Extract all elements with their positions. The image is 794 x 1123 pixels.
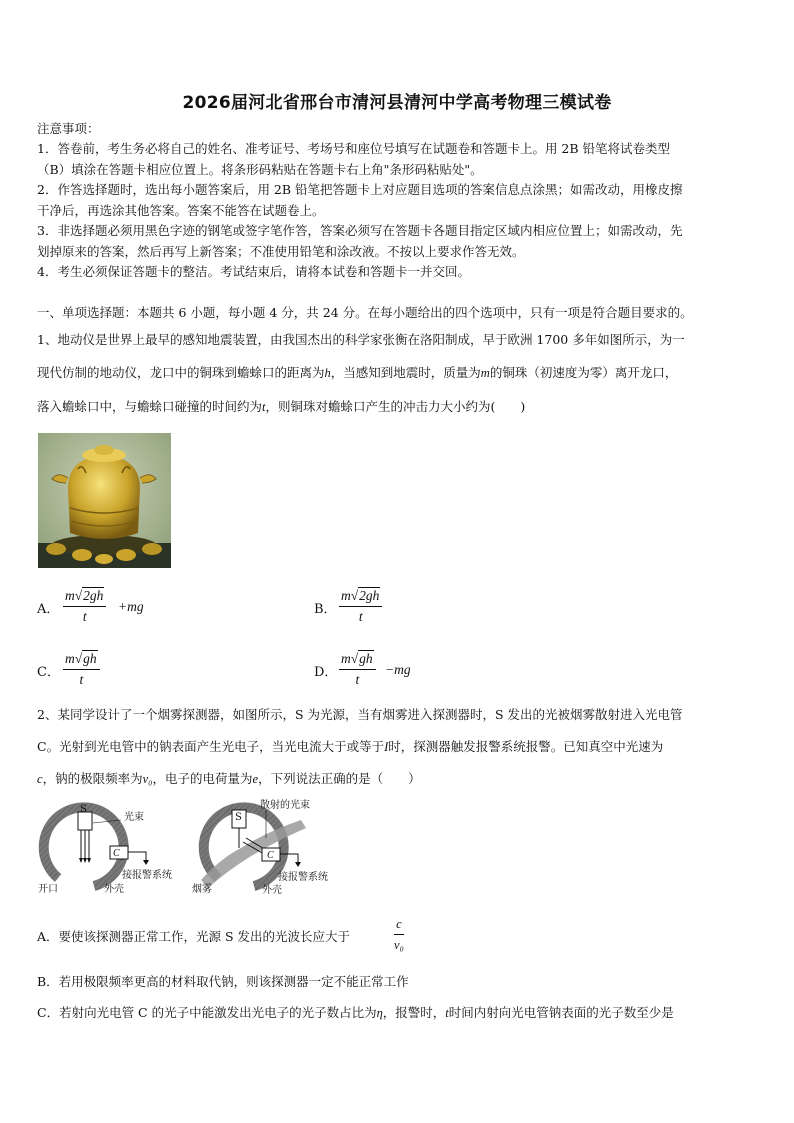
section-heading: 一、单项选择题：本题共 6 小题，每小题 4 分，共 24 分。在每小题给出的四个选项中，只有一项是符合题目要求的。 [37,305,693,320]
q1-option-c-label: C． [37,665,60,680]
notice-line: 4．考生必须保证答题卡的整洁。考试结束后，请将本试卷和答题卡一并交回。 [37,264,470,279]
label-alarm-left: 接报警系统 [122,870,172,881]
denominator: t [355,672,360,687]
denominator: t [358,609,363,624]
label-beam: 光束 [124,812,144,823]
label-s-right: S [235,812,242,823]
q2-stem-line2 [37,738,663,756]
notice-heading: 注意事项： [37,121,100,136]
q1-text: 现代仿制的地动仪，龙口中的铜珠到蟾蜍口的距离为 [37,365,325,380]
num-radicand: 2gh [83,588,104,603]
q1-text: 落入蟾蜍口中，与蟾蜍口碰撞的时间约为 [37,399,263,414]
label-alarm-right: 接报警系统 [278,872,328,883]
q1-option-d-suffix: −mg [385,662,411,677]
q2-option-a-fraction [394,914,404,955]
num-pre: m [341,651,351,666]
var-I: I [384,740,389,754]
q1-option-b-fraction: $\frac{m√2gh}{t}$ [339,586,382,627]
q1-stem-line1: 1、地动仪是世界上最早的感知地震装置，由我国杰出的科学家张衡在洛阳制成，早于欧洲 1700 多年如图所示，为一 [37,332,685,347]
q2-text: C。光射到光电管中的钠表面产生光电子，当光电流大于或等于 [37,739,385,754]
q1-option-a-fraction: $\frac{m√2gh}{t}$ [63,586,106,627]
q1-option-a-suffix: +mg [118,599,144,614]
q2-option-b: B．若用极限频率更高的材料取代钠，则该探测器一定不能正常工作 [37,974,409,989]
q2-option-a: A．要使该探测器正常工作，光源 S 发出的光波长应大于 [37,929,351,944]
q2-text: ，报警时， [382,1005,446,1020]
q2-option-c [37,1004,674,1022]
var-t: t [262,400,266,414]
denominator: t [82,609,87,624]
q2-text: 时，探测器触发报警系统报警。已知真空中光速为 [388,739,664,754]
var-h: h [324,366,331,380]
notice-line: 1．答卷前，考生务必将自己的姓名、准考证号、考场号和座位号填写在试题卷和答题卡上。用 2B 铅笔将试卷类型 [37,141,671,156]
seismoscope-image [38,433,171,568]
var-eta: η [376,1006,383,1020]
q1-text: ，当感知到地震时，质量为 [330,365,481,380]
q2-text: ，下列说法正确的是（ ） [258,771,421,786]
q2-stem-line1: 2、某同学设计了一个烟雾探测器，如图所示，S 为光源，当有烟雾进入探测器时，S 发出的光被烟雾散射进入光电管 [37,707,683,722]
q2-text: ，电子的电荷量为 [152,771,253,786]
label-c-right: C [267,850,274,861]
var-m: m [480,366,490,380]
q1-text: ，则铜珠对蟾蜍口产生的冲击力大小约为( ) [265,399,526,414]
q1-option-b-label: B． [314,602,337,617]
label-c-left: C [113,848,120,859]
num-pre: m [65,588,75,603]
q1-option-c-fraction: $\frac{m√gh}{t}$ [63,649,100,690]
q1-text: 的铜珠（初速度为零）离开龙口， [489,365,678,380]
num-radicand: gh [359,651,373,666]
q2-text: C．若射向光电管 C 的光子中能激发出光电子的光子数占比为 [37,1005,377,1020]
q1-option-a-label: A． [37,602,60,617]
page-title: 2026届河北省邢台市清河县清河中学高考物理三模试卷 [182,93,612,113]
q1-option-d-fraction: $\frac{m√gh}{t}$ [339,649,376,690]
notice-line: 划掉原来的答案，然后再写上新答案；不准使用铅笔和涂改液。不按以上要求作答无效。 [37,244,525,259]
label-scattered: 散射的光束 [260,800,310,811]
numerator: c [394,914,404,935]
var-t: t [445,1006,449,1020]
label-s-left: S [80,804,87,815]
q1-stem-line3 [37,398,525,416]
denominator: t [79,672,84,687]
num-radicand: 2gh [359,588,380,603]
var-e: e [252,772,259,786]
label-shell-right: 外壳 [262,885,282,896]
var-nu0: ν₀ [142,772,153,786]
notice-line: （B）填涂在答题卡相应位置上。将条形码粘贴在答题卡右上角"条形码粘贴处"。 [37,162,483,177]
label-smoke: 烟雾 [192,884,212,895]
notice-line: 2．作答选择题时，选出每小题答案后，用 2B 铅笔把答题卡上对应题目选项的答案信息点涂黑；如需改动，用橡皮擦 [37,182,683,197]
num-pre: m [65,651,75,666]
var-c: c [37,772,43,786]
num-pre: m [341,588,351,603]
q2-text: 时间内射向光电管钠表面的光子数至少是 [448,1005,674,1020]
num-radicand: gh [83,651,97,666]
q2-stem-line3 [37,770,421,788]
label-shell-left: 外壳 [104,884,124,895]
q1-option-d-label: D． [314,665,338,680]
q1-stem-line2 [37,364,677,382]
denominator: ν₀ [394,938,404,952]
label-opening: 开口 [38,884,58,895]
q2-text: ，钠的极限频率为 [42,771,143,786]
notice-line: 3．非选择题必须用黑色字迹的钢笔或签字笔作答，答案必须写在答题卡各题目指定区域内相应位置上；如需改动，先 [37,223,683,238]
notice-line: 干净后，再选涂其他答案。答案不能答在试题卷上。 [37,203,325,218]
